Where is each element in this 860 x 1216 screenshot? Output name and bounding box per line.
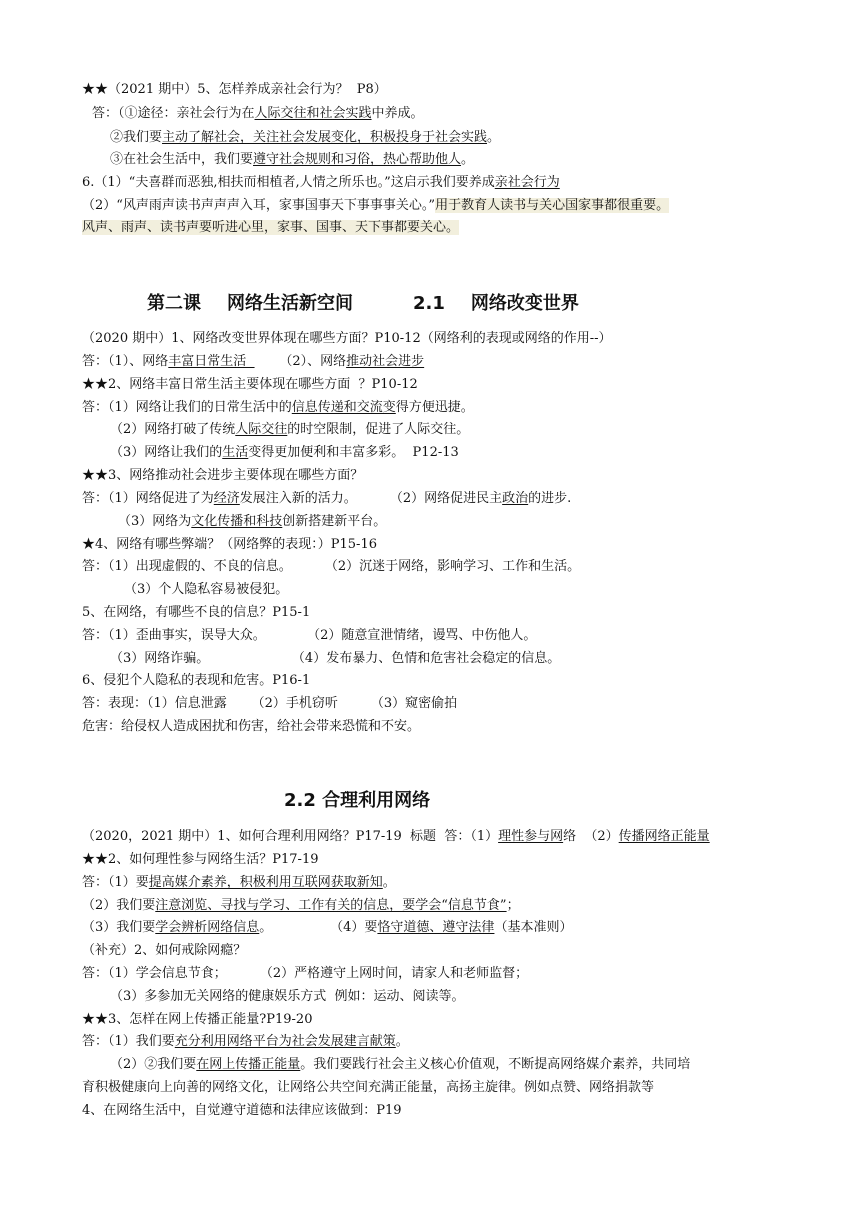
answer-line: 答：（1）歪曲事实，误导大众。 （2）随意宣泄情绪，谩骂、中伤他人。 — [82, 628, 537, 643]
question-title: （2020，2021 期中）1、如何合理利用网络？P17-19 标题 答：（1）理性参与网络 （2）传播网络正能量 — [82, 829, 710, 844]
question-title: ★★（2021 期中）5、怎样养成亲社会行为？ P8） — [82, 82, 387, 97]
answer-line: 育积极健康向上向善的网络文化，让网络公共空间充满正能量，高扬主旋律。例如点赞、网络捐款等 — [82, 1080, 655, 1095]
question-title: ★4、网络有哪些弊端？（网络弊的表现：）P15-16 — [82, 537, 377, 552]
question-title: 5、在网络，有哪些不良的信息？P15-1 — [82, 605, 311, 620]
lesson-heading: 第二课 网络生活新空间 2.1 网络改变世界 — [147, 293, 579, 314]
answer-line: 答：（1）我们要充分利用网络平台为社会发展建言献策。 — [82, 1034, 409, 1049]
answer-line: （3）个人隐私容易被侵犯。 — [124, 582, 289, 597]
answer-line: 答：（1）出现虚假的、不良的信息。 （2）沉迷于网络，影响学习、工作和生活。 — [82, 559, 581, 574]
answer-line: （2）我们要注意浏览、寻找与学习、工作有关的信息，要学会“信息节食”； — [82, 898, 520, 913]
answer-line: 危害：给侵权人造成困扰和伤害，给社会带来恐慌和不安。 — [82, 719, 421, 734]
question-line: 6.（1）“夫喜群而恶独,相扶而相植者,人情之所乐也。”这启示我们要养成亲社会行为 — [82, 175, 560, 190]
question-title: ★★2、如何理性参与网络生活？P17-19 — [82, 852, 319, 867]
answer-line: 答：（①途径：亲社会行为在人际交往和社会实践中养成。 — [92, 106, 424, 121]
answer-line: 答：（1）学会信息节食； （2）严格遵守上网时间，请家人和老师监督； — [82, 966, 529, 981]
answer-line: （3）网络为文化传播和科技创新搭建新平台。 — [118, 514, 387, 529]
highlighted-note: 风声、雨声、读书声要听进心里，家事、国事、天下事都要关心。 — [82, 220, 460, 235]
answer-line: 答：（1）、网络丰富日常生活 （2）、网络推动社会进步 — [82, 354, 425, 369]
question-title: ★★3、怎样在网上传播正能量?P19-20 — [82, 1012, 313, 1027]
answer-line: 答：表现：（1）信息泄露 （2）手机窃听 （3）窥密偷拍 — [82, 696, 458, 711]
answer-line: 答：（1）网络促进了为经济发展注入新的活力。 （2）网络促进民主政治的进步. — [82, 491, 572, 506]
answer-line: ②我们要主动了解社会，关注社会发展变化，积极投身于社会实践。 — [110, 130, 501, 145]
answer-line: （2）网络打破了传统人际交往的时空限制，促进了人际交往。 — [110, 422, 470, 437]
section-heading: 2.2 合理利用网络 — [284, 790, 431, 811]
answer-line: （3）多参加无关网络的健康娱乐方式 例如：运动、阅读等。 — [110, 989, 465, 1004]
answer-line: （3）网络诈骗。 （4）发布暴力、色情和危害社会稳定的信息。 — [110, 651, 561, 666]
answer-line: （2）②我们要在网上传播正能量。我们要践行社会主义核心价值观，不断提高网络媒介素养，共同培 — [110, 1057, 691, 1072]
answer-line: （3）我们要学会辨析网络信息。 （4）要恪守道德、遵守法律（基本准则） — [82, 920, 573, 935]
answer-line: ③在社会生活中，我们要遵守社会规则和习俗，热心帮助他人。 — [110, 152, 475, 167]
answer-line: 答：（1）要提高媒介素养，积极利用互联网获取新知。 — [82, 875, 396, 890]
question-title: ★★3、网络推动社会进步主要体现在哪些方面？ — [82, 468, 364, 483]
question-title: ★★2、网络丰富日常生活主要体现在哪些方面 ？P10-12 — [82, 377, 418, 392]
answer-line: 答：（1）网络让我们的日常生活中的信息传递和交流变得方便迅捷。 — [82, 400, 474, 415]
question-title: 6、侵犯个人隐私的表现和危害。P16-1 — [82, 673, 311, 688]
question-title: （2020 期中）1、网络改变世界体现在哪些方面？P10-12（网络利的表现或网络的作用--） — [82, 331, 612, 346]
question-title: 4、在网络生活中，自觉遵守道德和法律应该做到：P19 — [82, 1103, 402, 1118]
question-title: （补充）2、如何戒除网瘾？ — [82, 943, 247, 958]
question-line: （2）“风声雨声读书声声声入耳，家事国事天下事事事关心。”用于教育人读书与关心国家事都很重要。 — [82, 198, 670, 213]
answer-line: （3）网络让我们的生活变得更加便利和丰富多彩。 P12-13 — [110, 445, 459, 460]
